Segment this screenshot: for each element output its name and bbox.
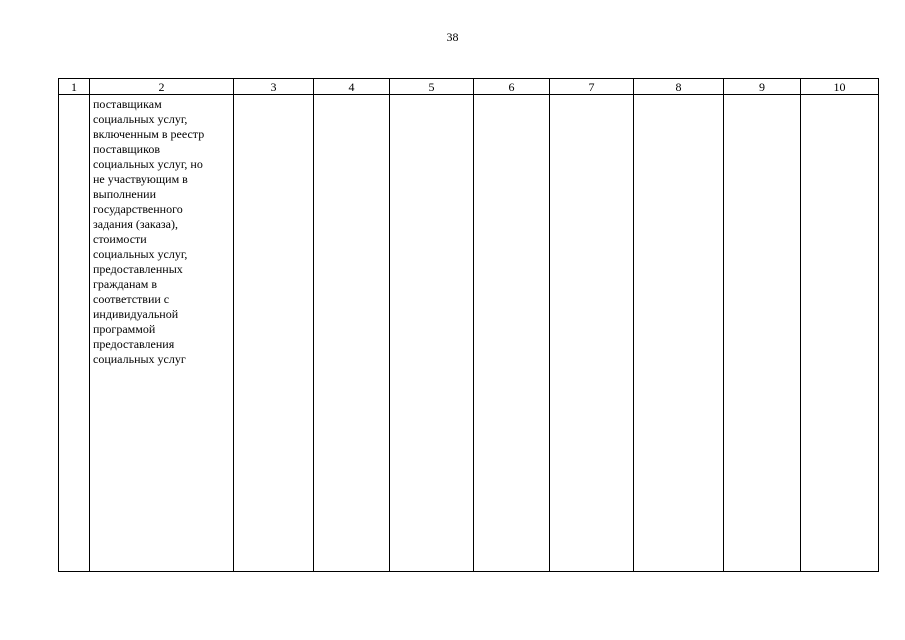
column-header-1: 1 [59, 79, 90, 95]
table-cell-10 [801, 95, 879, 572]
table-row [59, 95, 879, 572]
table-cell-3 [234, 95, 314, 572]
cell-text [390, 95, 473, 97]
page-number: 38 [446, 30, 459, 44]
cell-text [634, 95, 723, 97]
cell-text [801, 95, 878, 97]
cell-text: поставщикам социальных услуг, включенным в реестр поставщиков социальных услуг, но не участвующим в выполнении государственного задания (заказа), стоимости социальных услуг, предоставленных гражданам в соответствии с индивидуальной программой предоставления социальных услуг [93, 97, 205, 366]
column-header-3: 3 [234, 79, 314, 95]
table-cell-9 [724, 95, 801, 572]
header-row [59, 79, 879, 95]
table-cell-1 [59, 95, 90, 572]
column-header-4: 4 [314, 79, 390, 95]
table-header [59, 79, 879, 95]
document-table [58, 78, 879, 572]
table-cell-7 [550, 95, 634, 572]
cell-text [474, 95, 549, 97]
cell-text [59, 95, 89, 97]
column-header-10: 10 [801, 79, 879, 95]
cell-text [234, 95, 313, 97]
column-header-8: 8 [634, 79, 724, 95]
column-header-2: 2 [90, 79, 234, 95]
column-header-6: 6 [474, 79, 550, 95]
cell-text [724, 95, 800, 97]
column-header-5: 5 [390, 79, 474, 95]
table-cell-6 [474, 95, 550, 572]
cell-text [550, 95, 633, 97]
column-header-7: 7 [550, 79, 634, 95]
table-cell-8 [634, 95, 724, 572]
table-cell-4 [314, 95, 390, 572]
table-cell-5 [390, 95, 474, 572]
table-cell-2 [90, 95, 234, 572]
column-header-9: 9 [724, 79, 801, 95]
cell-text [314, 95, 389, 97]
